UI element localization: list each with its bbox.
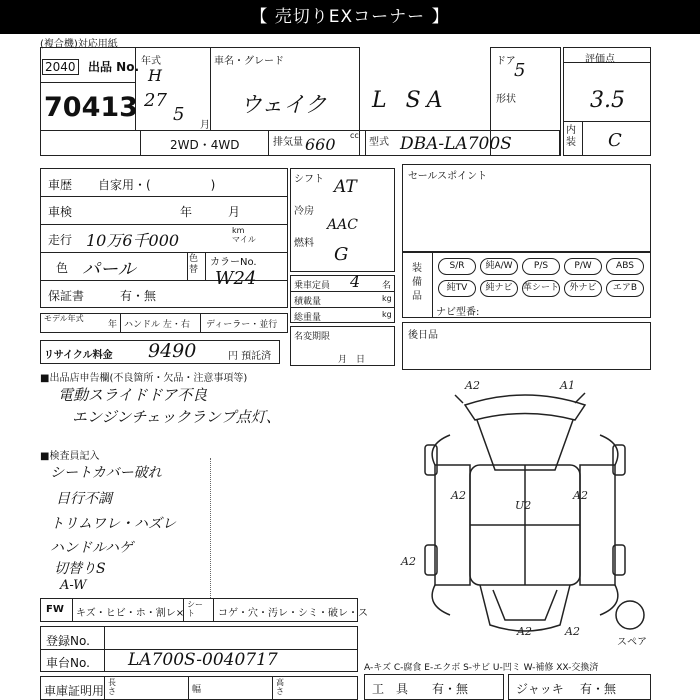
chassis-value: LA700S-0040717 <box>128 650 278 670</box>
shape-label: 形状 <box>496 94 516 105</box>
equipment-item: 外ナビ <box>564 280 602 297</box>
fuel-label: 燃料 <box>294 238 314 249</box>
fw-value: キズ・ヒビ・ホ・割レ× <box>76 608 185 619</box>
equipment-item: 純ナビ <box>480 280 518 297</box>
history-value: 自家用・( ) <box>98 178 216 192</box>
equipment-item: 純TV <box>438 280 476 297</box>
equipment-item: P/W <box>564 258 602 275</box>
seat-value: コゲ・穴・汚レ・シミ・破レ・ス <box>218 608 368 619</box>
interior-value: C <box>608 130 622 151</box>
load-unit: kg <box>382 294 392 303</box>
equipment-item: 革シート <box>522 280 560 297</box>
lot-number: 70413 <box>44 92 138 123</box>
inspection-value: 年 月 <box>180 205 241 219</box>
inspector-line-2: 目行不調 <box>56 491 112 507</box>
lot-label: 出品 No. <box>88 60 140 74</box>
door-value: 5 <box>514 60 526 81</box>
inspector-line-4: ハンドルハゲ <box>50 540 134 556</box>
tools-value: 有・無 <box>432 682 469 696</box>
warranty-value: 有・無 <box>120 289 157 303</box>
sales-point-label: セールスポイント <box>408 171 488 182</box>
warranty-label: 保証書 <box>48 289 85 303</box>
equipment-item: 純A/W <box>480 258 518 275</box>
dealer-type: ディーラー・並行 <box>206 320 278 330</box>
month-unit: 月 <box>200 120 210 131</box>
month-value: 5 <box>173 104 185 125</box>
declaration-line-1: 電動スライドドア不良 <box>58 386 208 404</box>
damage-mark-left-door: A2 <box>451 489 466 502</box>
score-value: 3.5 <box>590 88 625 113</box>
year-value: 27 <box>144 90 167 111</box>
cert-length-label: 長さ <box>108 678 116 696</box>
ac-label: 冷房 <box>294 206 314 217</box>
mileage-unit: km マイル <box>232 226 256 244</box>
equipment-item: S/R <box>438 258 476 275</box>
year-label: 年式 <box>141 56 161 67</box>
namechange-label: 名変期限 <box>294 332 331 342</box>
interior-label: 内装 <box>566 125 576 148</box>
color-change-label: 色替 <box>189 254 199 275</box>
displacement-value: 660 <box>305 135 336 154</box>
history-label: 車歴 <box>48 178 73 192</box>
equipment-label: 装備品 <box>412 263 422 302</box>
damage-mark-roof: U2 <box>515 499 532 512</box>
modelyear-unit: 年 <box>108 320 118 330</box>
equipment-item: ABS <box>606 258 644 275</box>
color-value: パール <box>82 259 136 280</box>
inspector-line-3: トリムワレ・ハズレ <box>50 516 176 532</box>
inspector-line-6: A-W <box>60 578 87 593</box>
cert-height-label: 高さ <box>276 678 284 696</box>
shift-label: シフト <box>294 174 324 185</box>
color-label: 色 <box>56 261 69 275</box>
load-label: 積載量 <box>294 297 322 307</box>
cert-width-label: 幅 <box>192 685 202 695</box>
modelyear-label: モデル年式 <box>44 314 84 323</box>
drive-type: 2WD・4WD <box>170 138 240 152</box>
declaration-label: ■出品店申告欄(不良箇所・欠品・注意事項等) <box>40 373 248 384</box>
weight-unit: kg <box>382 310 392 319</box>
lot-small-number: 2040 <box>42 59 79 75</box>
year-era: H <box>148 66 162 85</box>
capacity-value: 4 <box>350 272 361 291</box>
chassis-label: 車台No. <box>46 656 90 670</box>
damage-mark-rear-left: A2 <box>517 625 532 638</box>
after-items-label: 後日品 <box>408 330 438 341</box>
score-label: 評価点 <box>585 54 615 65</box>
mileage-value: 10万6千000 <box>86 231 180 250</box>
equipment-item: エアB <box>606 280 644 297</box>
car-damage-diagram <box>395 375 655 645</box>
equipment-item: P/S <box>522 258 560 275</box>
inspection-label: 車検 <box>48 205 73 219</box>
jack-value: 有・無 <box>580 682 617 696</box>
damage-mark-rear-right: A2 <box>565 625 580 638</box>
handle-side: ハンドル 左・右 <box>124 320 190 330</box>
spare-label: スペア <box>617 637 647 645</box>
recycle-value: 9490 <box>148 340 197 362</box>
door-label: ドア <box>496 56 516 67</box>
seat-label: シート <box>187 600 203 618</box>
recycle-label: リサイクル料金 <box>44 350 113 361</box>
jack-label: ジャッキ <box>516 682 564 696</box>
inspector-line-5: 切替りS <box>54 561 106 577</box>
colorno-label: カラーNo. <box>210 257 257 268</box>
car-name-label: 車名・グレード <box>214 56 284 67</box>
fuel-value: G <box>334 244 349 265</box>
damage-mark-left-rear: A2 <box>401 555 416 568</box>
model-label: 型式 <box>369 137 389 148</box>
form-subtitle: (複合機)対応用紙 <box>40 39 118 50</box>
fw-label: FW <box>46 604 64 615</box>
mileage-label: 走行 <box>48 233 73 247</box>
shift-value: AT <box>334 177 357 197</box>
model-value: DBA-LA700S <box>400 134 512 154</box>
ac-value: AAC <box>327 217 358 233</box>
auction-banner: 【 売切りEXコーナー 】 <box>0 0 700 34</box>
navi-model-label: ナビ型番: <box>436 307 480 318</box>
registration-label: 登録No. <box>46 634 90 648</box>
damage-mark-right-door: A2 <box>573 489 588 502</box>
damage-mark-front-right: A1 <box>560 379 575 392</box>
tools-label: 工 具 <box>372 682 409 696</box>
capacity-label: 乗車定員 <box>294 281 331 291</box>
car-name: ウェイク <box>240 93 327 118</box>
car-grade: L SA <box>372 88 449 113</box>
inspector-line-1: シートカバー破れ <box>50 465 162 481</box>
weight-label: 総重量 <box>294 313 322 323</box>
inspector-label: ■検査員記入 <box>40 451 100 462</box>
displacement-unit: cc <box>350 131 359 140</box>
displacement-label: 排気量 <box>273 137 303 148</box>
namechange-unit: 月 日 <box>338 355 366 365</box>
colorno-value: W24 <box>215 268 257 289</box>
garage-cert-label: 車庫証明用 <box>44 684 105 698</box>
damage-mark-front-left: A2 <box>465 379 480 392</box>
capacity-unit: 名 <box>382 281 392 291</box>
damage-legend: A-キズ C-腐食 E-エクボ S-サビ U-凹ミ W-補修 XX-交換済 <box>364 663 599 673</box>
after-items-box <box>402 322 651 370</box>
recycle-unit: 円 預託済 <box>228 351 272 362</box>
declaration-line-2: エンジンチェックランプ点灯、 <box>72 408 281 426</box>
